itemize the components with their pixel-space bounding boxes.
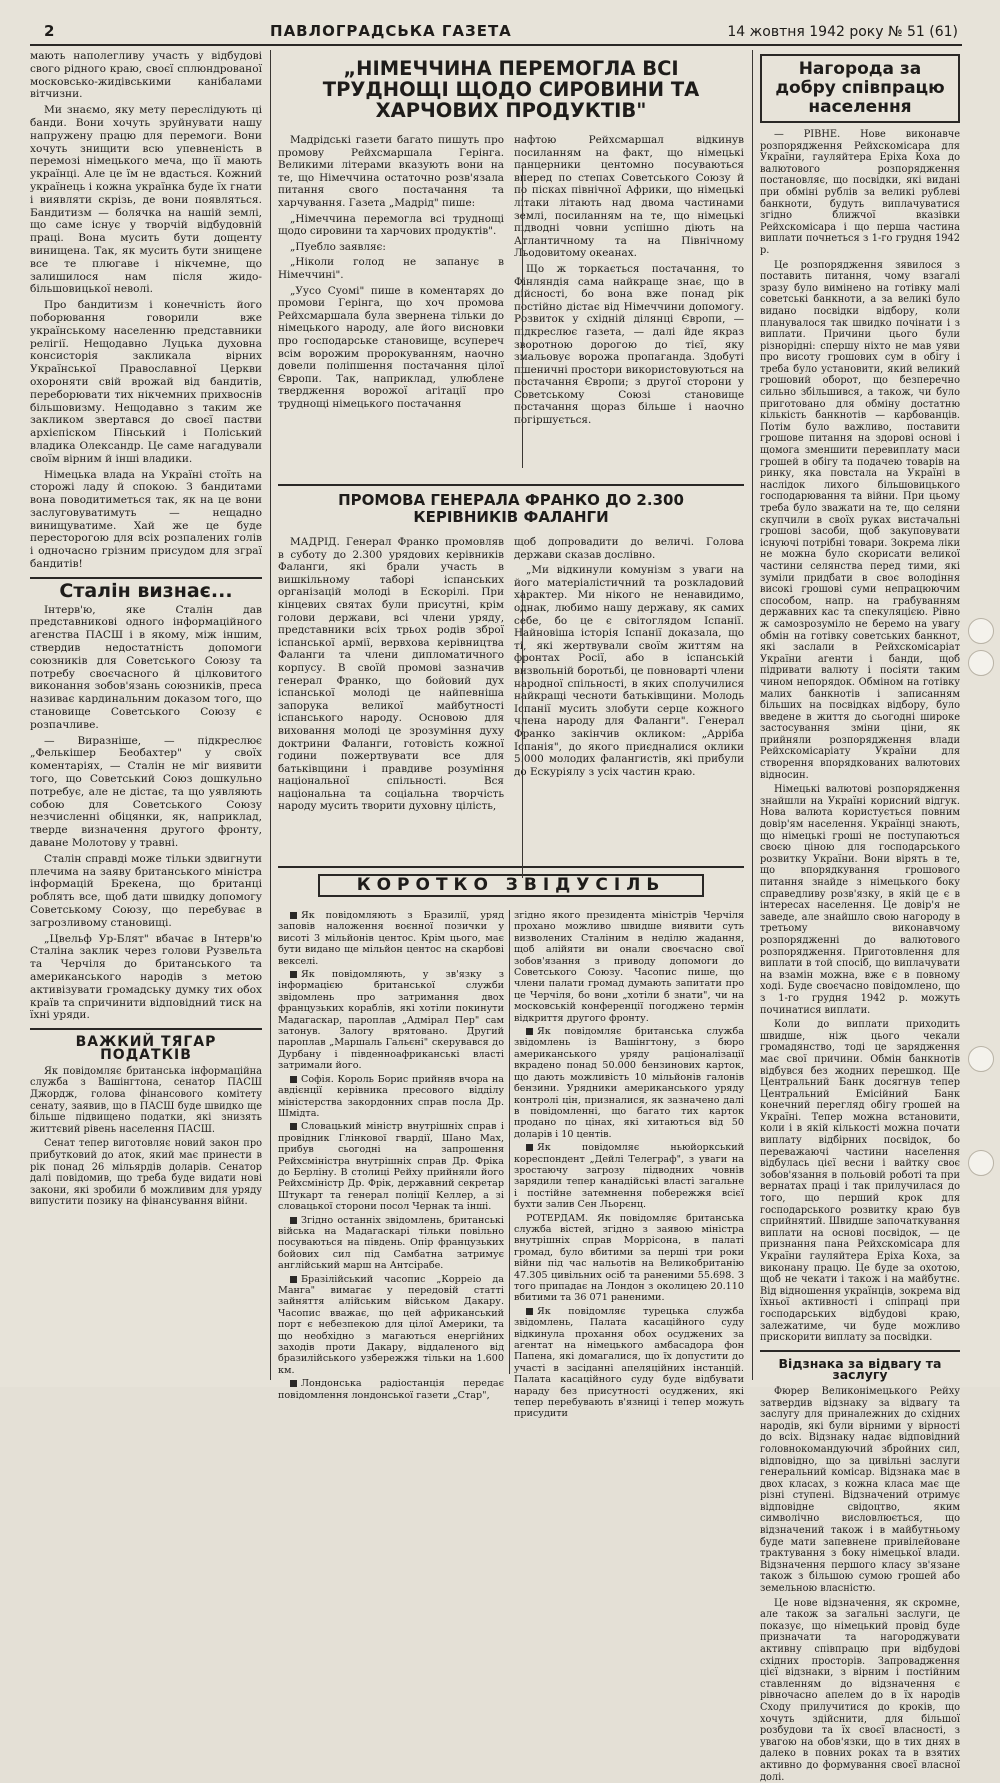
bullet-square-icon	[290, 1217, 297, 1224]
column-rule	[509, 910, 510, 1374]
divider	[30, 1028, 262, 1030]
korotko-title: КОРОТКО ЗВІДУСІЛЬ	[318, 874, 704, 897]
paragraph: „Ніколи голод не запанує в Німеччині".	[278, 256, 504, 281]
stalin-article	[30, 579, 262, 1022]
news-item	[278, 1274, 504, 1377]
paragraph: Сенат тепер виготовляє новий закон про прибутковий до аток, який має принести в рік понад 26 мільярдів доларів. Сенатор далі повідомив, що треба буде видати нові закони, які зробили б можливим для уряду випустити позику на фінансування війни.	[30, 1138, 262, 1208]
korotko-left	[278, 910, 504, 1401]
bullet-square-icon	[526, 1308, 533, 1315]
divider	[278, 866, 744, 868]
news-text: Як повідомляє ньюйоркський кореспондент „Дейлі Телеграф", з уваги на зростаючу загрозу підводних човнів зарядили тепер канадійські власті загальне і постійне затемнення побережжя всієї бухти залив Сен Льорєнц.	[514, 1142, 744, 1211]
column-rule	[752, 50, 753, 1380]
stalin-article-title: Сталін визнає...	[59, 579, 233, 602]
news-item	[278, 1074, 504, 1120]
paragraph: Сталін справді може тільки здвигнути плечима на заяву британського міністра інформацій Брекена, що британці роблять все, щоб дати швидку допомогу Советському Союзу, що перебуває в загрозливому становищі.	[30, 852, 262, 929]
column-rule	[522, 168, 523, 468]
valor-article	[760, 1355, 960, 1783]
paragraph: Інтерв'ю, яке Сталін дав представникові одного інформаційного агенства ПАСШ і в якому, між іншим, ствердив недостатність допомоги союзників для Советського Союзу та потребу своєчасного й цілковитого виконання зобов'язань союзників, преса називає кардинальним доказом того, що становище Советського Союзу є розпачливе.	[30, 603, 262, 731]
paragraph: Це розпорядження зявилося з поставить питання, чому взагалі зразу було вимінено на готівку малі советські банкноти, а за великі було видано посвідки відбору, коли планувалося так швидко почінати і з виплати. Причини цього були різнорідні: спершу ніхто не мав уяви про висоту грошових сум в обігу і треба було установити, який великий грошовий оборот, що безперечно сильно збільшився, а також, чи було приготовано для обміну достатню кількість банкнотів — карбованців. Потім було важливо, поставити грошове питання на здорові основі і щомога зменшити перевиплату маси грошей в обігу та подачею товарів на ринку, яка повстала на Україні в наслідок лихого більшовицького господарювання та війни. При цьому треба було зважати на те, що селяни скупчили в своїх руках вистачальні грошові засоби, щоб закуповувати існуючі потрібні товари. Зокрема ліки не можна було скорисати великої частини селянства перед тими, які зуміли придбати в своє володіння високі грошові суми непрацюючим способом, напр. на грабуванням державних кас та спекуляцією. Рівно ж самозрозуміло не беремо на увагу обмін на готівку советських банкнот, які заслали в Рейхскомісаріат України агенти і банди, щоб підривати валюту і посіяти таким чином непорядок. Обміном на готівку малих банкнотів і записанням більших на посвідках відбору, було введене в життя до сьогодні широке застосування зміни ціни, як прийняли розпорядження влади Рейхскомісаріату України для створення впорядкованих валютових відносин.	[760, 259, 960, 781]
paragraph: Німецькі валютові розпорядження знайшли на Україні корисний відгук. Нова валюта користується повним довір'ям населення. Українці знають, що німецькі гроші не поступаються своєю ціною для господарського розвитку України. Вони вірять в те, що впорядкування грошового питання знайде з німецького боку справедливу розв'язку, в якій це є в інтересах населення. Це довір'я не заведе, але знайшло свою нагороду в третьому виконавчому розпорядженні до валютового розпорядження. Приготовлення для виплати в той спосіб, що виплачувати на взамін можна, вже є в повному ході. Буде своєчасно повідомлено, що з 1-го грудня 1942 р. можуть починатися виплати.	[760, 784, 960, 1016]
franco-article-right	[514, 536, 744, 860]
main-article-title: „НІМЕЧЧИНА ПЕРЕМОГЛА ВСІ ТРУДНОЩІ ЩОДО СИРОВИНИ ТА ХАРЧОВИХ ПРОДУКТІВ"	[322, 57, 700, 122]
paragraph: Що ж торкається постачання, то Фінляндія сама найкраще знає, що в дійсності, бо вона вже понад рік постійно дістає від Німеччини допомогу. Розвиток у східній ділянці Європи, — підкреслює газета, — далі йде якраз зворотною дорогою до тієї, яку змальовує ворожа пропаганда. Здобуті пшеничні простори використовуються на постачання Європи; з другої сторони у Советському Союзі становище постачання щораз більше і наочно погіршується.	[514, 262, 744, 427]
punch-hole	[968, 1150, 994, 1176]
news-text: Лондонська радіостанція передає повідомлення лондонської газети „Стар",	[278, 1378, 504, 1401]
franco-article	[278, 492, 744, 860]
bullet-square-icon	[526, 1028, 533, 1035]
paragraph: — РІВНЕ. Нове виконавче розпорядження Рейхскомісара для України, гауляйтера Еріха Коха до валютового розпорядження постановляє, що посвідки, які видані при обміні рублів за великі рублеві банкноти, будуть виплачуватися згідно ближчої вказівки Рейхскомісара і що перша частина виплати почнеться з 1-го грудня 1942 р.	[760, 129, 960, 256]
bullet-square-icon	[290, 1276, 297, 1283]
news-item	[514, 1142, 744, 1210]
paragraph: „Цвельф Ур-Блят" вбачає в Інтерв'ю Сталіна заклик через голови Рузвельта та Черчіля до британського та американського народів з метою активізувати громадську думку тих обох країв та спричинити відповідний тиск на їхні уряди.	[30, 932, 262, 1022]
news-item	[278, 1378, 504, 1401]
paragraph: Ми знаємо, яку мету переслідують ці банди. Вони хочуть зруйнувати нашу напружену працю для перемоги. Вони хочуть знищити всю упевненість в перемозі німецького меча, що її мають українці. Але це їм не вдасться. Кожний українець і кожна українка буде їх гнати і виявляти скрізь, де вони появляться. Бандитизм — болячка на нашій землі, що саме існує у творчій відбудовній праці. Вона мусить бути дощенту винищена. Так, як мусить бути знищене все те плюгаве і нікчемне, що залишилося нам після жидо-більшовицької неволі.	[30, 104, 262, 296]
paragraph: Як повідомляє британська інформаційна служба з Вашінгтона, сенатор ПАСШ Джордж, голова фінансового комітету сенату, заявив, що в ПАСШ буде швидко ще більше підвищено податки, які знизять життєвий рівень населення ПАСШ.	[30, 1065, 262, 1135]
issue-date: 14 жовтня 1942 року № 51 (61)	[727, 24, 958, 40]
valor-article-title: Відзнака за відвагу та заслугу	[778, 1355, 942, 1383]
paragraph: мають наполегливу участь у відбудові свого рідного краю, своєї сплюндрованої московсько-жидівськими канібалами вітчизни.	[30, 50, 262, 101]
award-title-box	[760, 54, 960, 123]
taxes-article-title: ВАЖКИЙ ТЯГАР ПОДАТКІВ	[75, 1034, 217, 1063]
newspaper-name: ПАВЛОГРАДСЬКА ГАЗЕТА	[270, 22, 512, 40]
paragraph: Коли до виплати приходить швидше, ніж цього чекали громадянство, тоді це зарядження має свої причини. Обмін банкнотів відбувся без жодних перешкод. Ще Центральний Банк досягнув тепер Центральний Емісійний Банк конечний перегляд обігу грошей на Україні. Тепер можна встановити, коли і в якій кількості можна почати виплату відбірних посвідок, бо переважаючі частини населення відбулась цієї весни і вайтку своє зобов'язання в польовій роботі та при вернатах праці і так прилучилася до того, що перший крок для господарського розвитку краю був сприйнятий. Швидше започаткування виплати на основі посвідок, — це признання пана Рейхскомісара для України гауляйтера Еріха Коха, за виконану працю. Це буде за охотою, щоб не чекати і також і на майбутнє. Від відношення українців, зокрема від їхньої активності і спіпраці при господарських відбудові краю, залежатиме, чи буде можливо прискорити виплату за посвідки.	[760, 1019, 960, 1344]
main-article	[278, 58, 744, 478]
taxes-article	[30, 1036, 262, 1208]
paragraph: Мадрідські газети багато пишуть про промову Рейхсмаршала Герінга. Великими літерами вказують вони на те, що Німеччина остаточно розв'язала питання свого постачання та харчування. Газета „Мадрід" пише:	[278, 134, 504, 209]
news-item	[514, 1026, 744, 1140]
main-article-right	[514, 134, 744, 478]
news-text: Як повідомляє турецька служба звідомлень, Палата касаційного суду відкинула прохання обох осуджених за агентат на німецького амбасадора фон Папена, які домагалися, що їх допустити до участі в засіданні апеляційних інстанцій. Палата касаційного суду буде відбувати нараду без присутності осуджених, які тепер перебувають в'язниці і тепер можуть присудити	[514, 1305, 744, 1420]
column-rule	[522, 590, 523, 878]
left-column	[30, 50, 262, 1380]
divider	[278, 484, 744, 486]
punch-hole	[968, 618, 994, 644]
news-text: Як повідомляють, у зв'язку з інформацією британської служби звідомлень про затримання двох французьких кораблів, які хотіли покинути Мадагаскар, пароплав „Адмірал Пер" сам затонув. Залогу врятовано. Другий пароплав „Маршаль Гальєні" скерувався до Дурбану і південноафриканські власті затримали його.	[278, 969, 504, 1072]
paragraph: нафтою Рейхсмаршал відкинув посиланням на факт, що німецькі панцерники центомно посуваються вперед по степах Советського Союзу й по пісках північної Африки, що німецькі літаки літають над двома частинами землі, посиланням на те, що німецькі підводні човни успішно діють на Атлантичному та на Північному Льодовитому океанах.	[514, 134, 744, 260]
paragraph: — Виразніше, — підкреслює „Фелькішер Беобахтер" у своїх коментаріях, — Сталін не міг виявити того, що Советський Союз дошкульно потребує, але не дістає, та що уявляють собою для Советського Союзу незчисленні обіцянки, як, наприклад, тверде визначення другого фронту, даване Молотову у травні.	[30, 734, 262, 850]
paragraph: щоб допровадити до величі. Голова держави сказав дослівно.	[514, 536, 744, 561]
punch-hole	[968, 1046, 994, 1072]
paragraph: Німецька влада на Україні стоїть на сторожі ладу й спокою. З бандитами вона поводитиметься так, як на це вони заслуговуватимуть — нещадно винищуватиме. Хай же це буде пересторогою для всіх розпалених голів і одночасно грізним присудом для зграї бандитів!	[30, 468, 262, 571]
bullet-square-icon	[290, 1380, 297, 1387]
news-item: РОТЕРДАМ. Як повідомляє британська служба вістей, згідно з заявою міністра внутрішніх справ Моррісона, в палаті громад, було вбитими за перші три роки війни під час нальотів на Великобританію 47.305 цивільних осіб та раненими 55.698. З того припадає на Лондон з околицею 20.110 вбитими та 36 071 раненими.	[514, 1212, 744, 1304]
paragraph: „Німеччина перемогла всі труднощі щодо сировини та харчових продуктів".	[278, 212, 504, 238]
news-item: згідно якого президента міністрів Черчіля прохано можливо швидше виявити суть визволених Сталіним в неділю жадання, щоб алійяти ви онали своєчасно свої зобов'язання з приводу допомоги до Советського Союзу. Часопис пише, що члени палати громад думають запитати про це Черчіля, бо вони „хотіли б знати", чи на московській конференції погоджено термін відкриття другого фронту.	[514, 910, 744, 1024]
columns	[30, 50, 962, 1783]
award-article	[760, 129, 960, 1344]
punch-hole	[968, 650, 994, 676]
news-item	[514, 1306, 744, 1420]
paragraph: „Ми відкинули комунізм з уваги на його матеріалістичний та розкладовий характер. Ми нікого не ненавидимо, однак, любимо нашу державу, як самих себе, бо це є світоглядом Іспанії. Найновіша історія Іспанії доказала, що ті, які жертвували своїм життям на фронтах Росії, або в іспанській визвольній боротьбі, це повноварті члени народної спільності, в яких сполучилися найкращі чесноти батьківщини. Молодь Іспанії мусить злобути серце кожного члена народу для Фаланги". Генерал Франко закінчив окликом: „Арріба Іспанія", до якого приєдналися оклики 5.000 молодих фалангистів, які прибули до Ескуріялу з усіх частин краю.	[514, 564, 744, 778]
middle-area	[278, 50, 744, 1420]
korotko-section	[278, 874, 744, 1420]
franco-article-left	[278, 536, 504, 860]
paragraph: Фюрер Великонімецького Рейху затвердив відзнаку за відвагу та заслугу для приналежних до східних народів, які були вірними у вірності до всіх. Відзнаку надає відповідний головнокомандуючий збройних сил, відповідно, що за цивільні заслуги генеральний комісар. Відзнака має в двох класах, з кожна класа має ще різні ступені. Відзначений отримує відповідне свідоцтво, яким символічно висловлюється, що відзначений також і в майбутньому буде мати запевнене привілейоване трактування з боку німецької влади. Відзначення першого класу зв'язане також з більшою сумою грошей або земельною власністю.	[760, 1385, 960, 1595]
masthead	[30, 22, 962, 46]
divider	[30, 577, 262, 579]
news-item	[278, 1121, 504, 1212]
franco-article-title: ПРОМОВА ГЕНЕРАЛА ФРАНКО ДО 2.300 КЕРІВНИКІВ ФАЛАНГИ	[338, 491, 684, 526]
news-item	[278, 1215, 504, 1272]
main-article-left	[278, 134, 504, 478]
news-text: Як повідомляє британська служба звідомлень із Вашінгтону, з бюро американського уряду раціоналізації вкрадено понад 50.000 бензинових карток, що дають можливість 10 мільйонів галонів бензини. Урядники американського уряду контролі цін, призналися, як зазначено далі в повідомленні, що багато тих карток продано по цінах, які хитаються від 50 доларів і 10 центів.	[514, 1026, 744, 1140]
news-item	[278, 910, 504, 967]
bandits-article	[30, 50, 262, 571]
news-text: Бразілійський часопис „Корреіо да Манга" вимагає у передовій статті зайняття алійським військом Дакару. Часопис вважає, що цей африканський порт є небезпекою для цілої Америки, та що необхідно з магаються енергійних заходів проти Дакару, віддаленого від бразилійського узбережжя тільки на 1.600 км.	[278, 1273, 504, 1376]
award-article-title: Нагорода за добру співпрацю населення	[775, 59, 945, 117]
paragraph: „Пуебло заявляє:	[290, 240, 386, 253]
bullet-square-icon	[290, 1076, 297, 1083]
bullet-square-icon	[526, 1144, 533, 1151]
column-rule	[270, 50, 271, 1380]
news-text: Словацький міністр внутрішніх справ і провідник Глінкової гвардії, Шано Мах, прибув сьогодні на запрошення Рейхсміністра внутрішніх справ Др. Фріка до Берліну. В столиці Рейху прийняли його Рейхсміністр Др. Фрік, державний секретар Штукарт та генерал поліції Келлер, а зі словацької сторони посол Чернак та інші.	[278, 1121, 504, 1213]
news-text: Софія. Король Борис прийняв вчора на авдієнції керівника пресового відділу міністерства закордонних справ посла Др. Шмідта.	[278, 1073, 504, 1119]
paragraph: Про бандитизм і конечність його поборювання говорили вже українському населенню представники релігії. Нещодавно Луцька духовна консисторія закликала вірних Української Православної Церкви охороняти свій врожай від бандитів, переборювати тих нікчемних прихвоснів більшовизму. Нещодавно з таким же закликом звертався до своєї пастви архієпіском Пінський і Поліський владика Олександр. Це саме нагадували своїм вірним й інші владики.	[30, 299, 262, 465]
news-text: Згідно останніх звідомлень, британські війська на Мадагаскарі тільки повільно посуваються на південь. Опір французьких бойових сил під Самбатна затримує англійський марш на Антсірабе.	[278, 1214, 504, 1272]
news-text: Як повідомляють з Бразилії, уряд заповів наложення воєнної позички у висоті 3 мільйонів центос. Крім цього, має бути видано ще мільйон центос на скарбові векселі.	[278, 910, 504, 967]
page-number: 2	[44, 22, 55, 40]
divider	[760, 1350, 960, 1352]
korotko-right	[514, 910, 744, 1420]
bullet-square-icon	[290, 1123, 297, 1130]
bullet-square-icon	[290, 912, 297, 919]
news-item	[278, 969, 504, 1072]
bullet-square-icon	[290, 971, 297, 978]
paragraph: Це нове відзначення, як скромне, але також за загальні заслуги, це показує, що німецький провід буде призначати та нагороджувати активну співпрацю при відбудові східних просторів. Запровадження цієї відзнаки, з вірним і постійним ставленням до відзначення є рівночасно апелем до в їх народів Сходу прилучитися до кроків, що хочуть здійснити, для більшої розбудови та їх своєї власності, з увагою на обов'язки, що в тих днях в далеко в повних роках та в взятих активно до формування своєї власної долі.	[760, 1597, 960, 1783]
paragraph: МАДРІД. Генерал Франко промовляв в суботу до 2.300 урядових керівників Фаланги, які брали участь в вишкільному таборі іспанських організацій молоді в Ескорілі. При кінцевих святах були присутні, крім голови держави, всі члени уряду, представники всіх трьох родів зброї іспанської армії, вервхова керівництва Фаланги та члени дипломатичного корпусу. В своїй промові зазначив генерал Франко, що бойовий дух іспанської молоді це найпевніша запорука великої майбутності іспанського народу. Основою для виховання молоді це зрозуміння духу доктрини Фаланги, готовість кожної години пожертвувати все для батьківщини і правдиве розуміння національної спільності. Вся національна та соціальна творчість народу мусить творити духовну цілість,	[278, 536, 504, 813]
paragraph: „Уусо Суомі" пише в коментарях до промови Герінга, що хоч промова Рейхсмаршала була звернена тільки до німецького народу, але його висновки про господарське становище, всупереч всім ворожим пророкуванням, наочно довели поліпшення постачання цілої Європи. Так, наприклад, улюблене твердження ворожої агітації про труднощі німецького постачання	[278, 284, 504, 410]
right-column	[760, 50, 960, 1783]
